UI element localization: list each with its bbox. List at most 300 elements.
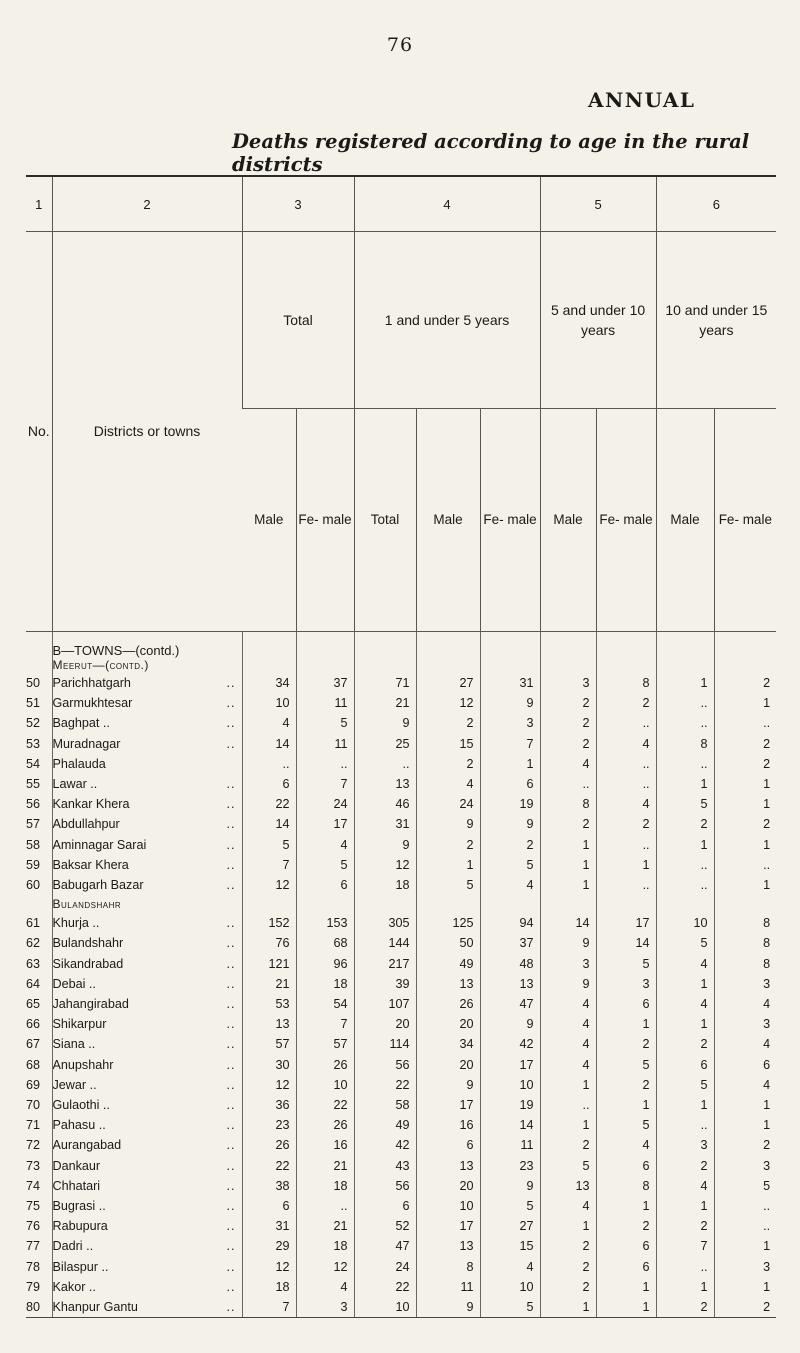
- total-male-cell: 76: [242, 933, 296, 953]
- age-1-5-female-cell: 2: [480, 835, 540, 855]
- table-row: [26, 1095, 776, 1115]
- total-female-cell: 18: [296, 1176, 354, 1196]
- age-10-15-male-cell: 6: [656, 1055, 714, 1075]
- age-1-5-total-header: Total: [354, 409, 416, 632]
- town-name-cell: [52, 974, 242, 994]
- row-number: 55: [26, 777, 41, 792]
- total-female-cell: 21: [296, 1156, 354, 1176]
- page-number: 76: [386, 34, 414, 56]
- age-1-5-total-cell: 21: [354, 693, 416, 713]
- total-male-header: Male: [242, 409, 296, 632]
- age-1-5-female-cell: 7: [480, 734, 540, 754]
- total-female-cell: 24: [296, 794, 354, 814]
- age-1-5-female-cell: 15: [480, 1236, 540, 1256]
- total-male-cell: 18: [242, 1277, 296, 1297]
- age-10-15-female-cell: 1: [714, 1095, 776, 1115]
- table-row: [26, 1297, 776, 1318]
- town-name-cell: [52, 1095, 242, 1115]
- town-name-cell: [52, 875, 242, 895]
- leader-dots: ..: [226, 777, 236, 792]
- table-row: [26, 1115, 776, 1135]
- table-row: [26, 673, 776, 693]
- row-number: 74: [26, 1178, 41, 1193]
- age-5-10-male-cell: 1: [540, 1297, 596, 1318]
- age-1-5-female-cell: 5: [480, 1196, 540, 1216]
- age-1-5-female-cell: 11: [480, 1135, 540, 1155]
- total-female-cell: 5: [296, 855, 354, 875]
- section-empty-cell: [354, 632, 416, 674]
- town-name-cell: [52, 673, 242, 693]
- age-10-15-female-cell: ..: [714, 713, 776, 733]
- town-name: Aminnagar Sarai: [52, 837, 147, 852]
- age-5-10-female-cell: 6: [596, 994, 656, 1014]
- row-number: 53: [26, 736, 41, 751]
- age-1-5-male-cell: 24: [416, 794, 480, 814]
- age-1-5-male-cell: 17: [416, 1095, 480, 1115]
- total-female-cell: ..: [296, 754, 354, 774]
- total-female-cell: 22: [296, 1095, 354, 1115]
- age-1-5-male-cell: 12: [416, 693, 480, 713]
- age-5-10-male-cell: 1: [540, 875, 596, 895]
- table-row: [26, 794, 776, 814]
- age-5-10-male-cell: 2: [540, 1257, 596, 1277]
- colnum-3: 3: [242, 176, 354, 232]
- age-10-15-female-cell: 1: [714, 1236, 776, 1256]
- age-1-5-header: 1 and under 5 years: [354, 232, 540, 409]
- age-1-5-female-cell: 9: [480, 814, 540, 834]
- age-1-5-total-cell: 52: [354, 1216, 416, 1236]
- age-10-15-female-cell: 1: [714, 1115, 776, 1135]
- age-1-5-total-cell: 13: [354, 774, 416, 794]
- subsection-heading-row: [26, 895, 776, 913]
- age-10-15-female-cell: 6: [714, 1055, 776, 1075]
- age-5-10-female-cell: 14: [596, 933, 656, 953]
- leader-dots: ..: [226, 1077, 236, 1092]
- age-5-10-male-cell: 4: [540, 754, 596, 774]
- town-name: Debai ..: [52, 976, 96, 991]
- total-female-cell: 17: [296, 814, 354, 834]
- age-5-10-male-cell: 2: [540, 814, 596, 834]
- age-1-5-female-cell: 10: [480, 1075, 540, 1095]
- age-1-5-male-cell: 2: [416, 754, 480, 774]
- age-10-15-female-cell: 3: [714, 1156, 776, 1176]
- table-header: [26, 176, 776, 632]
- total-male-cell: 26: [242, 1135, 296, 1155]
- total-male-cell: 7: [242, 855, 296, 875]
- row-number: 73: [26, 1158, 41, 1173]
- leader-dots: ..: [226, 1259, 236, 1274]
- town-name-cell: [52, 1156, 242, 1176]
- row-number: 51: [26, 696, 41, 711]
- age-1-5-female-cell: 42: [480, 1034, 540, 1054]
- town-name-cell: [52, 713, 242, 733]
- age-10-15-male-cell: 1: [656, 835, 714, 855]
- total-male-cell: 13: [242, 1014, 296, 1034]
- age-5-10-female-cell: 1: [596, 1196, 656, 1216]
- age-1-5-total-cell: 114: [354, 1034, 416, 1054]
- age-5-10-male-cell: 4: [540, 1055, 596, 1075]
- age-1-5-male-cell: 13: [416, 974, 480, 994]
- subsection-empty-cell: [656, 895, 714, 913]
- subsection-title: Bulandshahr: [52, 895, 242, 913]
- row-number: 56: [26, 797, 41, 812]
- age-5-10-female-cell: 5: [596, 1055, 656, 1075]
- row-number: 76: [26, 1219, 41, 1234]
- age-5-10-female-cell: 3: [596, 974, 656, 994]
- age-10-15-male-cell: 1: [656, 1277, 714, 1297]
- leader-dots: ..: [226, 736, 236, 751]
- age-5-10-male-cell: 3: [540, 954, 596, 974]
- leader-dots: ..: [226, 1057, 236, 1072]
- subsection-empty-cell: [540, 895, 596, 913]
- town-name: Dadri ..: [52, 1239, 94, 1254]
- age-5-10-male-cell: 5: [540, 1156, 596, 1176]
- age-10-15-female-cell: 2: [714, 1135, 776, 1155]
- leader-dots: ..: [226, 696, 236, 711]
- leader-dots: ..: [226, 676, 236, 690]
- age-10-15-female-cell: 2: [714, 734, 776, 754]
- total-female-cell: 5: [296, 713, 354, 733]
- age-5-10-female-cell: ..: [596, 835, 656, 855]
- age-5-10-female-cell: 5: [596, 1115, 656, 1135]
- table-row: [26, 1176, 776, 1196]
- leader-dots: ..: [226, 857, 236, 872]
- age-1-5-female-cell: 19: [480, 1095, 540, 1115]
- total-female-cell: 11: [296, 734, 354, 754]
- total-female-cell: 96: [296, 954, 354, 974]
- total-male-cell: 36: [242, 1095, 296, 1115]
- row-number: 61: [26, 916, 41, 931]
- town-name: Khanpur Gantu: [52, 1300, 138, 1315]
- age-1-5-female-cell: 1: [480, 754, 540, 774]
- age-1-5-total-cell: 107: [354, 994, 416, 1014]
- total-female-cell: 4: [296, 1277, 354, 1297]
- subsection-empty-cell: [296, 895, 354, 913]
- total-male-cell: 29: [242, 1236, 296, 1256]
- town-name-cell: [52, 693, 242, 713]
- table-row: [26, 1216, 776, 1236]
- group-header-row: [26, 232, 776, 409]
- row-number: 79: [26, 1279, 41, 1294]
- table-row: [26, 1055, 776, 1075]
- table-row: [26, 814, 776, 834]
- age-5-10-female-cell: 6: [596, 1257, 656, 1277]
- town-name-cell: [52, 734, 242, 754]
- total-female-cell: 57: [296, 1034, 354, 1054]
- age-5-10-female-cell: 1: [596, 855, 656, 875]
- age-10-15-male-cell: 1: [656, 774, 714, 794]
- total-female-cell: 26: [296, 1055, 354, 1075]
- row-number: 63: [26, 956, 41, 971]
- age-1-5-female-cell: 4: [480, 1257, 540, 1277]
- age-5-10-female-cell: ..: [596, 754, 656, 774]
- age-10-15-female-cell: 2: [714, 814, 776, 834]
- age-1-5-total-cell: 71: [354, 673, 416, 693]
- section-heading-cell: [52, 632, 242, 674]
- colnum-6: 6: [656, 176, 776, 232]
- town-name: Khurja ..: [52, 916, 100, 931]
- colnum-1: 1: [26, 176, 52, 232]
- town-name-cell: [52, 1135, 242, 1155]
- section-title: B—TOWNS—(contd.): [52, 643, 180, 658]
- age-1-5-female-cell: 94: [480, 913, 540, 933]
- total-female-cell: 10: [296, 1075, 354, 1095]
- subsection-no-cell: [26, 895, 52, 913]
- row-number: 77: [26, 1239, 41, 1254]
- row-number: 50: [26, 676, 41, 690]
- town-name: Parichhatgarh: [52, 676, 131, 690]
- table-row: [26, 1236, 776, 1256]
- row-number: 62: [26, 936, 41, 951]
- age-5-10-male-cell: 1: [540, 855, 596, 875]
- age-10-15-female-cell: 2: [714, 673, 776, 693]
- table-row: [26, 954, 776, 974]
- leader-dots: ..: [226, 797, 236, 812]
- age-10-15-male-cell: 4: [656, 954, 714, 974]
- total-male-cell: 31: [242, 1216, 296, 1236]
- age-10-15-male-cell: 10: [656, 913, 714, 933]
- row-number: 80: [26, 1297, 52, 1318]
- town-name-cell: [52, 1277, 242, 1297]
- age-1-5-total-cell: 9: [354, 835, 416, 855]
- leader-dots: ..: [226, 1279, 236, 1294]
- age-1-5-female-cell: 5: [480, 855, 540, 875]
- total-male-cell: 22: [242, 1156, 296, 1176]
- total-male-cell: 12: [242, 875, 296, 895]
- table-row: [26, 1014, 776, 1034]
- age-10-15-male-cell: 2: [656, 1156, 714, 1176]
- total-female-cell: 6: [296, 875, 354, 895]
- age-5-10-female-cell: ..: [596, 875, 656, 895]
- age-5-10-female-cell: 4: [596, 1135, 656, 1155]
- subsection-empty-cell: [416, 895, 480, 913]
- age-10-15-male-cell: 2: [656, 1297, 714, 1318]
- age-5-10-male-cell: 4: [540, 1196, 596, 1216]
- total-female-cell: 4: [296, 835, 354, 855]
- age-1-5-female-cell: 47: [480, 994, 540, 1014]
- age-1-5-male-cell: 50: [416, 933, 480, 953]
- age-1-5-female-cell: 9: [480, 693, 540, 713]
- age-5-10-male-cell: 1: [540, 1216, 596, 1236]
- age-1-5-male-cell: 15: [416, 734, 480, 754]
- town-name-cell: [52, 913, 242, 933]
- section-heading-row: [26, 632, 776, 674]
- row-number: 71: [26, 1118, 41, 1133]
- table-row: [26, 1156, 776, 1176]
- row-number: 72: [26, 1138, 41, 1153]
- age-5-10-male-cell: 2: [540, 693, 596, 713]
- total-male-cell: 34: [242, 673, 296, 693]
- town-name: Anupshahr: [52, 1057, 114, 1072]
- town-name: Muradnagar: [52, 736, 121, 751]
- town-name: Jahangirabad: [52, 997, 129, 1012]
- age-1-5-total-cell: 43: [354, 1156, 416, 1176]
- town-name-cell: [52, 774, 242, 794]
- town-name-cell: [52, 814, 242, 834]
- section-empty-cell: [596, 632, 656, 674]
- age-1-5-female-cell: 13: [480, 974, 540, 994]
- age-10-15-female-cell: ..: [714, 855, 776, 875]
- age-10-15-male-cell: 2: [656, 1216, 714, 1236]
- town-name: Aurangabad: [52, 1138, 122, 1153]
- row-number: 67: [26, 1037, 41, 1052]
- total-male-cell: 152: [242, 913, 296, 933]
- total-male-cell: 21: [242, 974, 296, 994]
- subsection-empty-cell: [480, 895, 540, 913]
- colnum-5: 5: [540, 176, 656, 232]
- town-name: Pahasu ..: [52, 1118, 106, 1133]
- age-1-5-total-cell: 56: [354, 1055, 416, 1075]
- age-10-15-female-cell: 3: [714, 1014, 776, 1034]
- age-1-5-male-cell: 9: [416, 1297, 480, 1318]
- town-name-cell: [52, 1115, 242, 1135]
- age-10-15-female-cell: 1: [714, 875, 776, 895]
- age-1-5-male-cell: 10: [416, 1196, 480, 1216]
- age-1-5-female-cell: 19: [480, 794, 540, 814]
- table-row: [26, 713, 776, 733]
- age-5-10-female-cell: 2: [596, 1034, 656, 1054]
- total-group-header: Total: [242, 232, 354, 409]
- age-10-15-male-cell: 1: [656, 974, 714, 994]
- town-name: Siana ..: [52, 1037, 96, 1052]
- age-1-5-total-cell: 22: [354, 1277, 416, 1297]
- age-1-5-total-cell: 6: [354, 1196, 416, 1216]
- age-5-10-female-cell: 4: [596, 794, 656, 814]
- age-10-15-female-cell: 1: [714, 794, 776, 814]
- age-1-5-female-cell: 6: [480, 774, 540, 794]
- age-5-10-male-cell: 4: [540, 1014, 596, 1034]
- total-female-cell: 37: [296, 673, 354, 693]
- table-row: [26, 913, 776, 933]
- town-name: Bilaspur ..: [52, 1259, 109, 1274]
- row-number: 65: [26, 997, 41, 1012]
- age-1-5-male-cell: 5: [416, 875, 480, 895]
- section-empty-cell: [714, 632, 776, 674]
- age-5-10-female-cell: 1: [596, 1014, 656, 1034]
- table-row: [26, 734, 776, 754]
- town-name: Kankar Khera: [52, 797, 130, 812]
- table-row: [26, 1034, 776, 1054]
- leader-dots: ..: [226, 1239, 236, 1254]
- age-5-10-female-cell: 8: [596, 1176, 656, 1196]
- age-5-10-female-cell: 2: [596, 693, 656, 713]
- age-5-10-female-cell: 17: [596, 913, 656, 933]
- age-10-15-male-cell: ..: [656, 713, 714, 733]
- section-empty-cell: [656, 632, 714, 674]
- age-1-5-male-cell: 34: [416, 1034, 480, 1054]
- table-row: [26, 1196, 776, 1216]
- total-female-cell: 18: [296, 974, 354, 994]
- age-5-10-male-cell: 2: [540, 713, 596, 733]
- colnum-4: 4: [354, 176, 540, 232]
- age-10-15-female-cell: 1: [714, 835, 776, 855]
- leader-dots: ..: [226, 1158, 236, 1173]
- age-10-15-male-cell: 5: [656, 1075, 714, 1095]
- age-1-5-female-cell: 17: [480, 1055, 540, 1075]
- age-10-15-female-cell: 8: [714, 933, 776, 953]
- total-female-cell: 54: [296, 994, 354, 1014]
- age-1-5-total-cell: 56: [354, 1176, 416, 1196]
- section-subtitle: Meerut—(contd.): [52, 658, 149, 672]
- row-number: 57: [26, 817, 41, 832]
- row-number: 54: [26, 756, 41, 771]
- table-row: [26, 994, 776, 1014]
- age-1-5-female-cell: 37: [480, 933, 540, 953]
- total-male-cell: ..: [242, 754, 296, 774]
- age-10-15-male-cell: 4: [656, 994, 714, 1014]
- town-name-cell: [52, 855, 242, 875]
- age-1-5-total-cell: 46: [354, 794, 416, 814]
- age-1-5-total-cell: 12: [354, 855, 416, 875]
- districts-header: Districts or towns: [52, 232, 242, 632]
- age-1-5-male-cell: 17: [416, 1216, 480, 1236]
- leader-dots: ..: [226, 1199, 236, 1214]
- age-1-5-male-cell: 6: [416, 1135, 480, 1155]
- age-5-10-male-cell: 4: [540, 1034, 596, 1054]
- leader-dots: ..: [226, 1178, 236, 1193]
- age-5-10-female-cell: 6: [596, 1236, 656, 1256]
- age-10-15-header: 10 and under 15 years: [656, 232, 776, 409]
- leader-dots: ..: [226, 716, 236, 731]
- age-10-15-female-cell: 1: [714, 1277, 776, 1297]
- age-5-10-male-cell: 4: [540, 994, 596, 1014]
- age-10-15-male-cell: 2: [656, 1034, 714, 1054]
- town-name: Abdullahpur: [52, 817, 120, 832]
- age-10-15-male-cell: ..: [656, 1257, 714, 1277]
- section-empty-cell: [480, 632, 540, 674]
- row-number: 52: [26, 716, 41, 731]
- town-name: Baghpat ..: [52, 716, 110, 731]
- age-10-15-male-cell: 3: [656, 1135, 714, 1155]
- no-header: No.: [26, 232, 52, 632]
- town-name-cell: [52, 835, 242, 855]
- row-number: 59: [26, 857, 41, 872]
- age-1-5-male-cell: 125: [416, 913, 480, 933]
- age-5-10-female-cell: 8: [596, 673, 656, 693]
- age-5-10-male-cell: 13: [540, 1176, 596, 1196]
- leader-dots: ..: [226, 976, 236, 991]
- age-1-5-total-cell: 47: [354, 1236, 416, 1256]
- total-female-cell: ..: [296, 1196, 354, 1216]
- age-1-5-total-cell: 49: [354, 1115, 416, 1135]
- age-5-10-female-cell: 1: [596, 1095, 656, 1115]
- age-1-5-male-cell: 16: [416, 1115, 480, 1135]
- row-number: 66: [26, 1017, 41, 1032]
- town-name-cell: [52, 1176, 242, 1196]
- table-row: [26, 855, 776, 875]
- town-name: Garmukhtesar: [52, 696, 133, 711]
- total-female-cell: 16: [296, 1135, 354, 1155]
- town-name: Jewar ..: [52, 1077, 97, 1092]
- age-10-15-female-cell: 4: [714, 1075, 776, 1095]
- town-name: Sikandrabad: [52, 956, 124, 971]
- town-name-cell: [52, 1055, 242, 1075]
- age-10-15-male-cell: 8: [656, 734, 714, 754]
- total-male-cell: 12: [242, 1075, 296, 1095]
- age-1-5-female-cell: 48: [480, 954, 540, 974]
- age-10-15-male-cell: 4: [656, 1176, 714, 1196]
- age-1-5-total-cell: 10: [354, 1297, 416, 1318]
- subsection-empty-cell: [242, 895, 296, 913]
- age-10-15-male-cell: 5: [656, 794, 714, 814]
- age-10-15-female-cell: ..: [714, 1196, 776, 1216]
- row-number: 60: [26, 878, 41, 893]
- town-name-cell: [52, 1196, 242, 1216]
- row-number: 69: [26, 1077, 41, 1092]
- town-name: Bulandshahr: [52, 936, 124, 951]
- age-5-10-male-header: Male: [540, 409, 596, 632]
- table-row: [26, 754, 776, 774]
